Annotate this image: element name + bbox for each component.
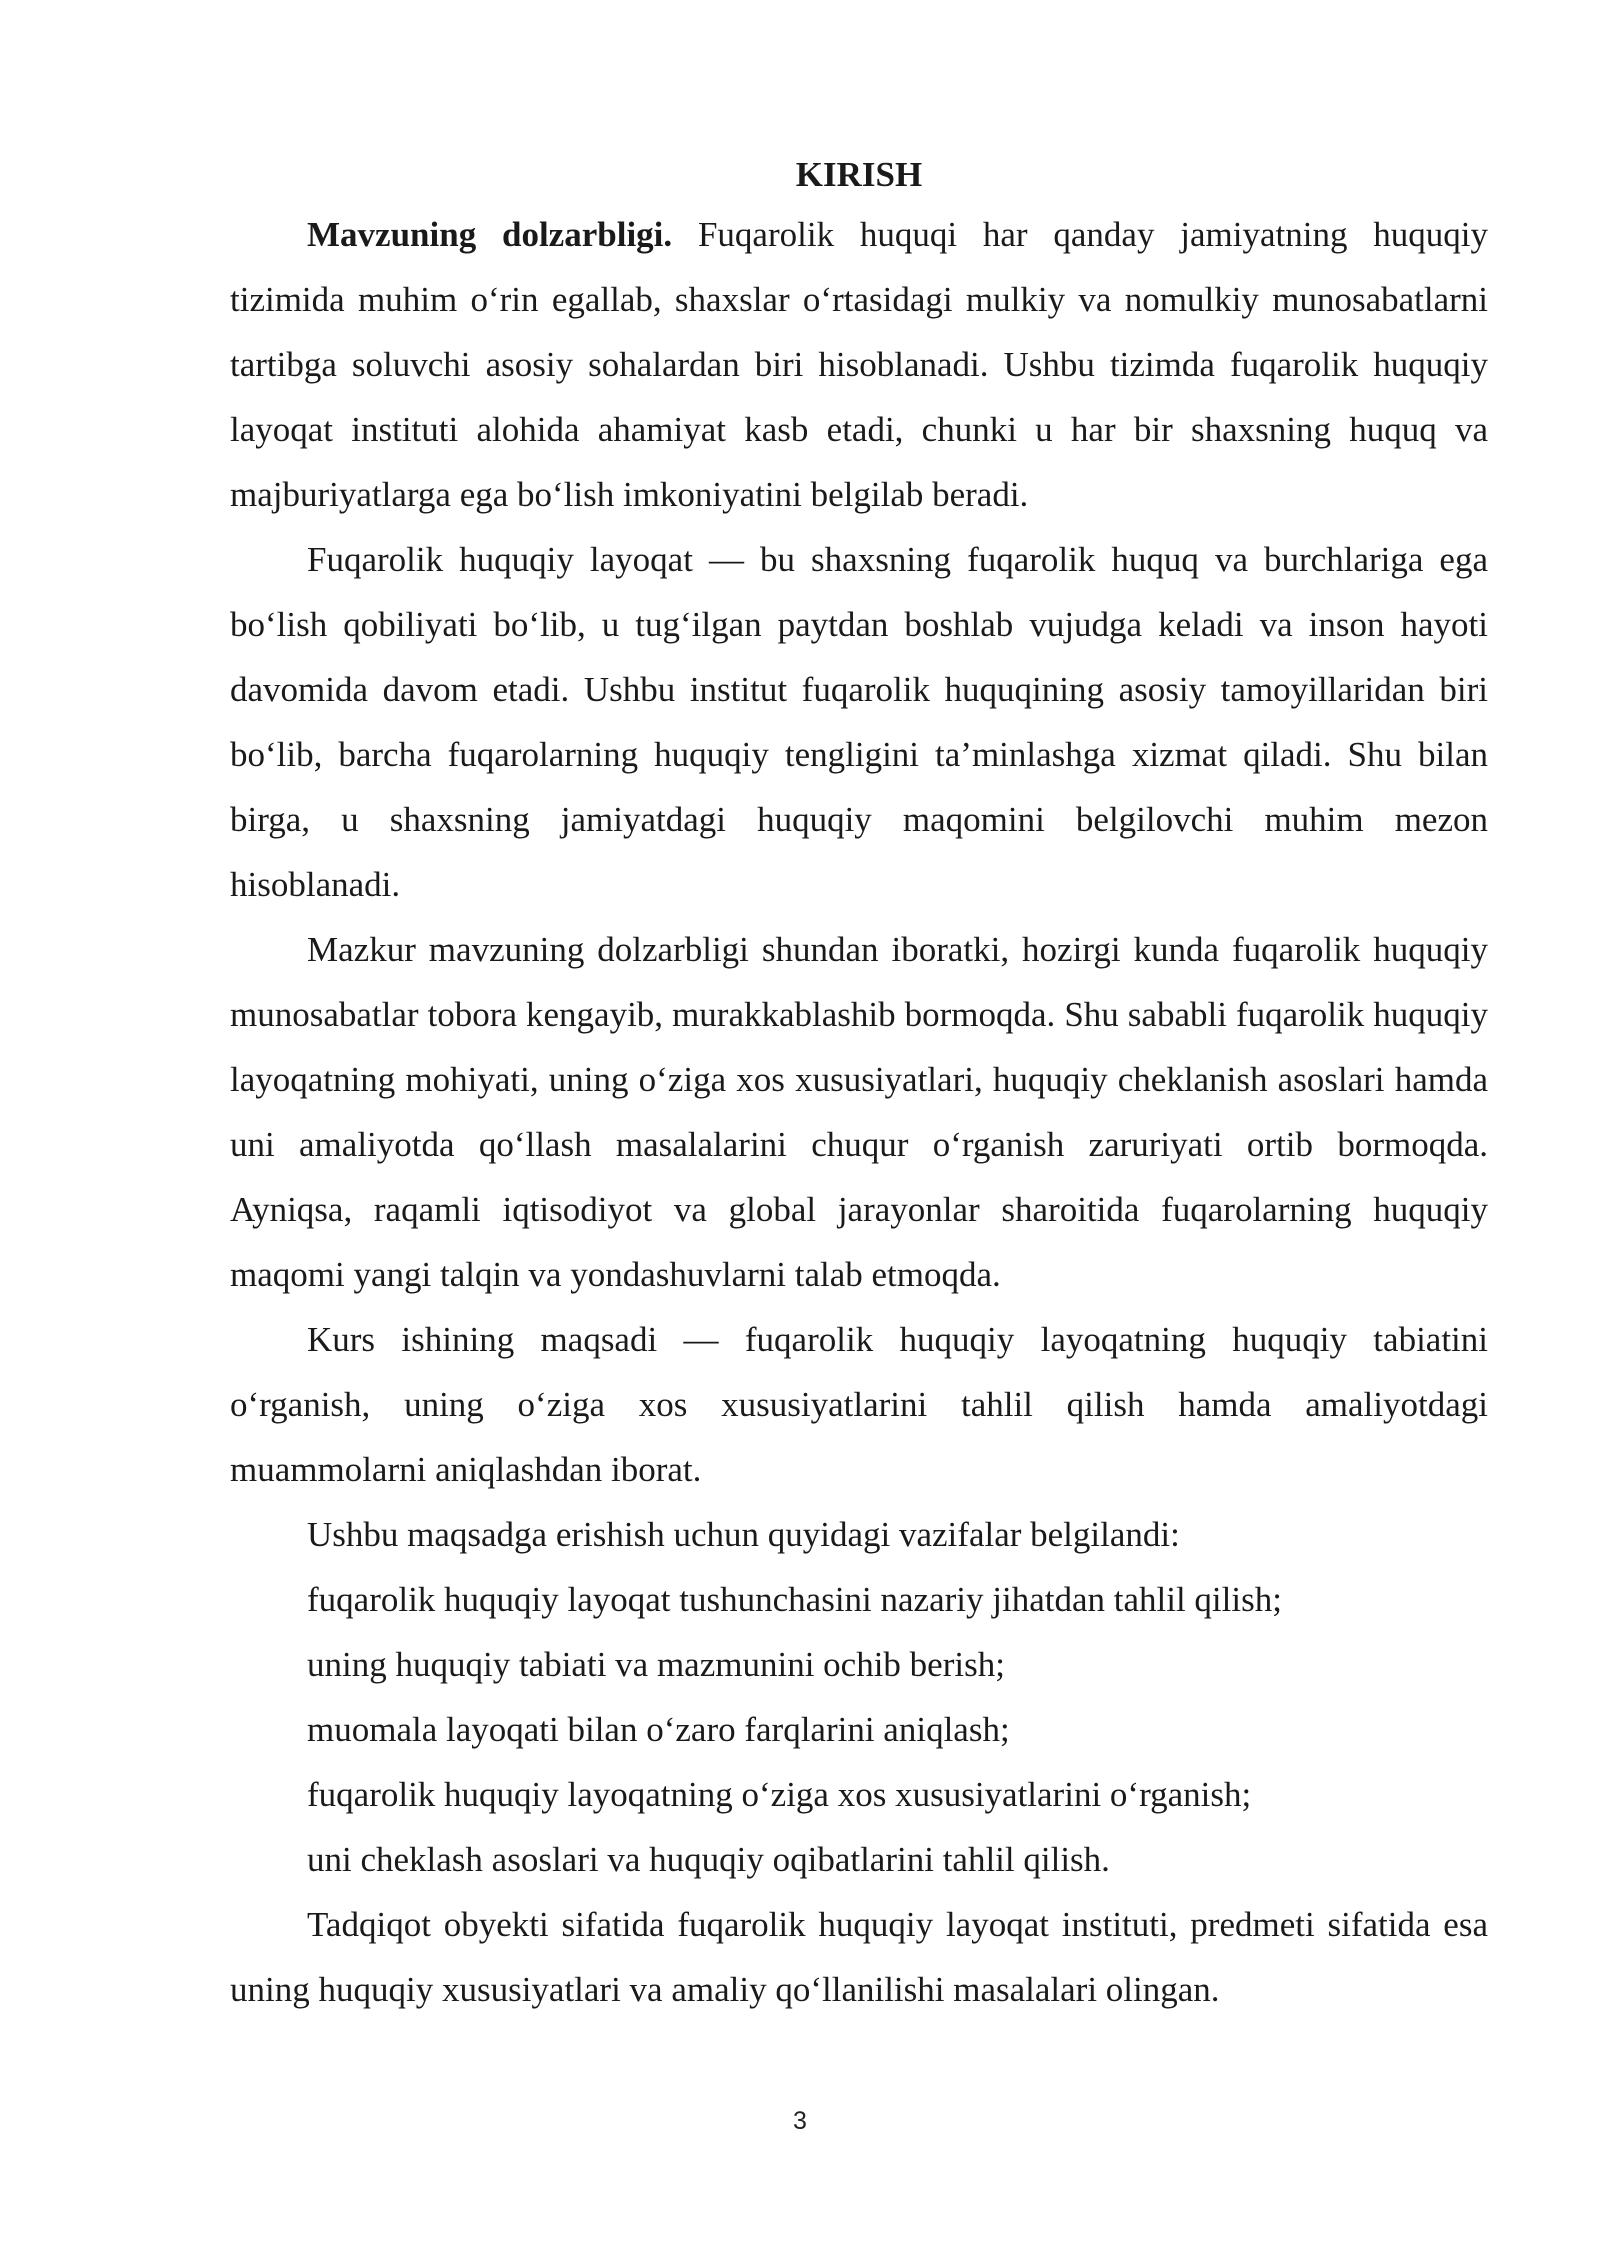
paragraph-definition: Fuqarolik huquqiy layoqat — bu shaxsning fuqarolik huquq va burchlariga ega bo‘lish qobiliyati bo‘lib, u tug‘ilgan paytdan boshlab vujudga keladi va inson hayoti davomida davom etadi. Ushbu institut fuqarolik huquqining asosiy tamoyillaridan biri bo‘lib, barcha fuqarolarning huquqiy tengligini ta’minlashga xizmat qiladi. Shu bilan birga, u shaxsning jamiyatdagi huquqiy maqomini belgilovchi muhim mezon hisoblanadi.: [230, 540, 1488, 904]
paragraph-tasks-intro: Ushbu maqsadga erishish uchun quyidagi vazifalar belgilandi:: [307, 1515, 1180, 1554]
page-content: [230, 148, 1488, 2022]
paragraph-text: Fuqarolik huquqi har qanday jamiyatning huquqiy tizimida muhim o‘rin egallab, shaxslar o‘rtasidagi mulkiy va nomulkiy munosabatlarni tartibga soluvchi asosiy sohalardan biri hisoblanadi. Ushbu tizimda fuqarolik huquqiy layoqat instituti alohida ahamiyat kasb etadi, chunki u har bir shaxsning huquq va majburiyatlarga ega bo‘lish imkoniyatini belgilab beradi.: [230, 215, 1488, 514]
task-item: uning huquqiy tabiati va mazmunini ochib berish;: [307, 1645, 1005, 1684]
task-item: muomala layoqati bilan o‘zaro farqlarini aniqlash;: [307, 1710, 1010, 1749]
task-list: [230, 1567, 1488, 1892]
task-item: fuqarolik huquqiy layoqat tushunchasini nazariy jihatdan tahlil qilish;: [307, 1580, 1282, 1619]
page-number: 3: [793, 2107, 807, 2135]
paragraph-lead: Mavzuning dolzarbligi.: [307, 215, 673, 254]
task-item: fuqarolik huquqiy layoqatning o‘ziga xos xususiyatlarini o‘rganish;: [307, 1775, 1252, 1814]
page-heading: KIRISH: [795, 155, 923, 194]
task-item: uni cheklash asoslari va huquqiy oqibatlarini tahlil qilish.: [307, 1840, 1110, 1879]
paragraph-goal: Kurs ishining maqsadi — fuqarolik huquqiy layoqatning huquqiy tabiatini o‘rganish, uning o‘ziga xos xususiyatlarini tahlil qilish hamda amaliyotdagi muammolarni aniqlashdan iborat.: [230, 1320, 1488, 1489]
paragraph-object-subject: Tadqiqot obyekti sifatida fuqarolik huquqiy layoqat instituti, predmeti sifatida esa uning huquqiy xususiyatlari va amaliy qo‘llanilishi masalalari olingan.: [230, 1905, 1488, 2009]
paragraph-relevance-detail: Mazkur mavzuning dolzarbligi shundan iboratki, hozirgi kunda fuqarolik huquqiy munosabatlar tobora kengayib, murakkablashib bormoqda. Shu sababli fuqarolik huquqiy layoqatning mohiyati, uning o‘ziga xos xususiyatlari, huquqiy cheklanish asoslari hamda uni amaliyotda qo‘llash masalalarini chuqur o‘rganish zaruriyati ortib bormoqda. Ayniqsa, raqamli iqtisodiyot va global jarayonlar sharoitida fuqarolarning huquqiy maqomi yangi talqin va yondashuvlarni talab etmoqda.: [230, 930, 1488, 1294]
paragraph-relevance: [230, 202, 1488, 527]
